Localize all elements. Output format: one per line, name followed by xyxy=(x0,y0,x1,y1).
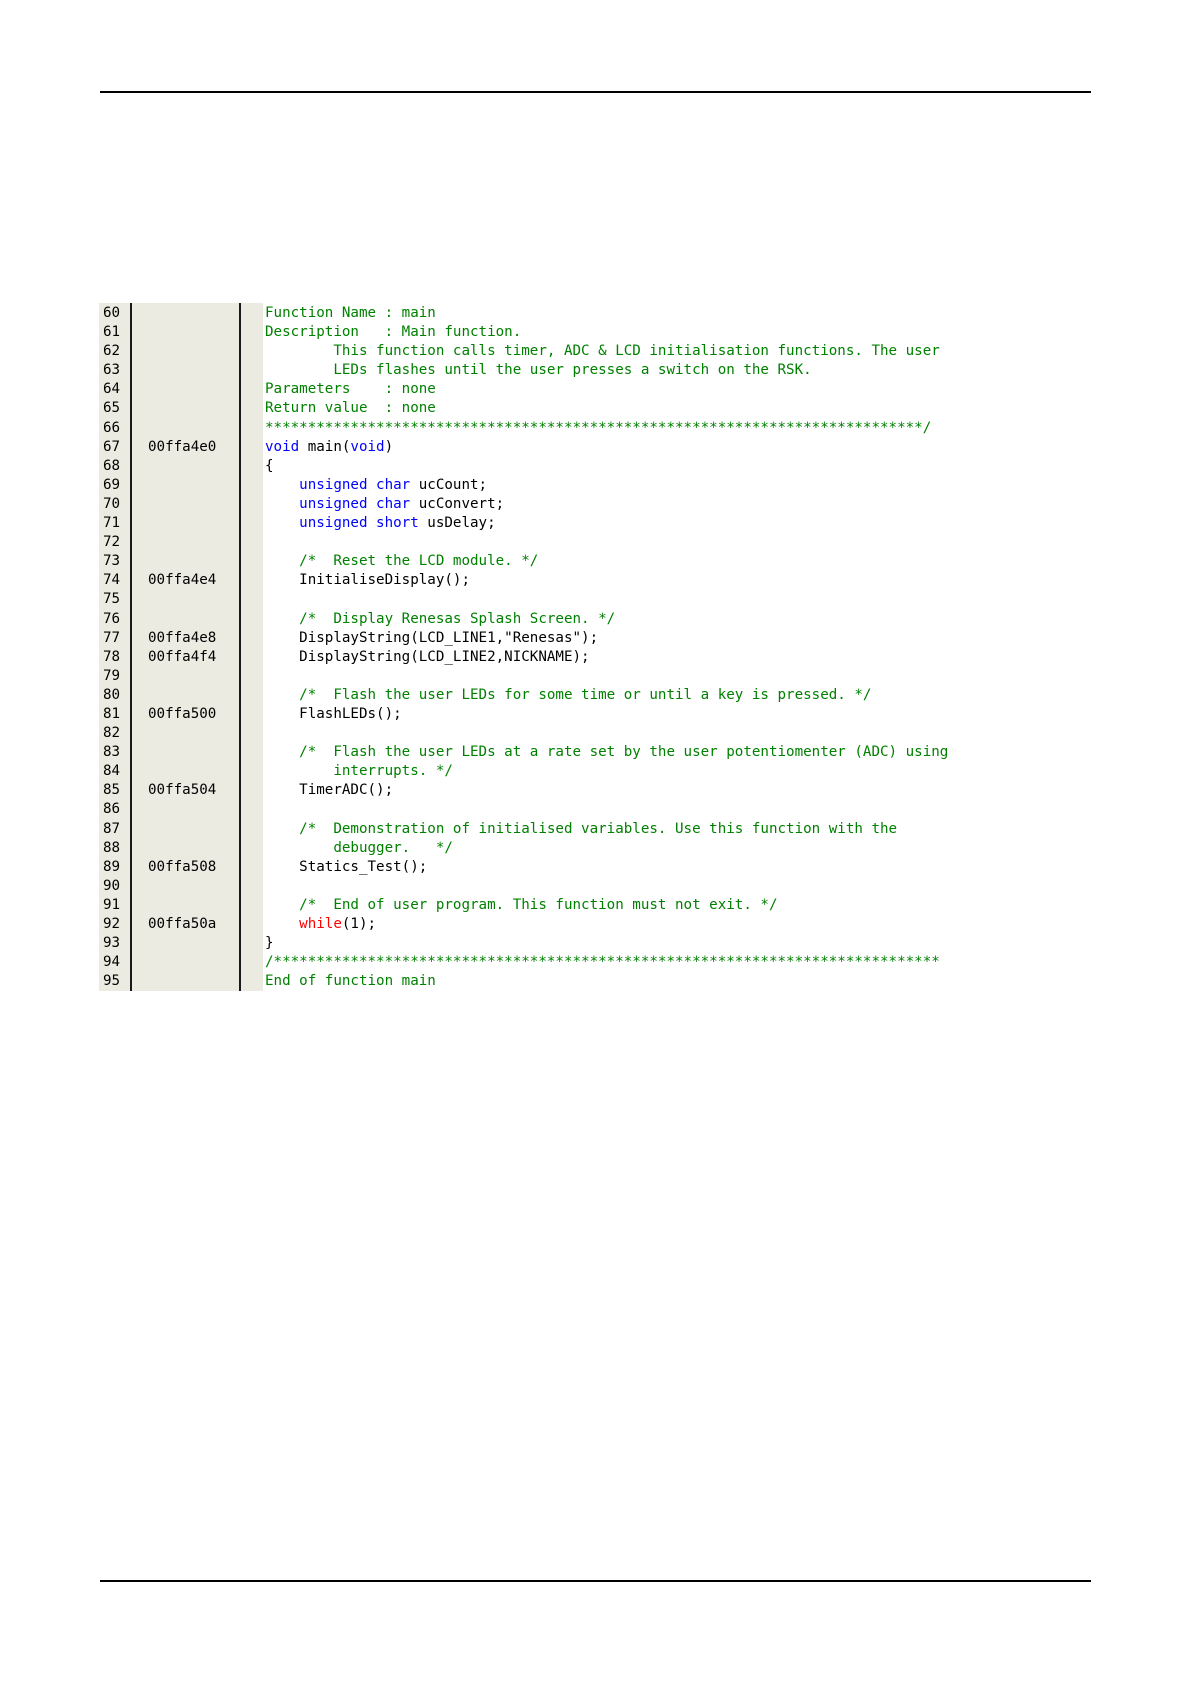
code-token-comment: Description : Main function. xyxy=(265,324,522,341)
line-number: 66 xyxy=(103,419,121,436)
code-token-plain xyxy=(265,553,299,569)
code-token-plain xyxy=(265,611,299,627)
source-code-text xyxy=(265,552,538,571)
code-token-keyword: void xyxy=(265,438,300,455)
line-number: 85 xyxy=(103,782,121,799)
line-number: 79 xyxy=(103,667,121,684)
line-number: 81 xyxy=(103,705,121,722)
line-number: 72 xyxy=(103,534,121,551)
page-header-rule xyxy=(100,91,1091,93)
line-number: 95 xyxy=(103,973,121,990)
source-line[interactable] xyxy=(99,419,1091,438)
source-code-text xyxy=(265,457,274,476)
address-cell[interactable]: 00ffa500 xyxy=(148,705,217,722)
source-code-text xyxy=(265,342,940,361)
code-token-plain: (1); xyxy=(341,916,377,932)
source-code-text xyxy=(265,438,393,457)
source-line[interactable] xyxy=(99,380,1091,399)
source-lines xyxy=(99,304,1091,991)
code-token-plain: main( xyxy=(299,438,351,455)
code-token-plain xyxy=(265,916,299,932)
code-token-comment: Parameters : none xyxy=(265,381,436,398)
code-token-plain xyxy=(265,496,299,512)
code-token-comment: Return value : none xyxy=(265,400,436,417)
source-line[interactable] xyxy=(99,590,1091,609)
code-token-comment: /* Demonstration of initialised variables. Use this function with the xyxy=(299,820,898,837)
source-line[interactable] xyxy=(99,915,1091,934)
source-line[interactable] xyxy=(99,552,1091,571)
code-token-comment: End of function main xyxy=(265,973,436,990)
code-token-plain: FlashLEDs(); xyxy=(265,705,402,722)
source-code-text xyxy=(265,610,615,629)
source-line[interactable] xyxy=(99,610,1091,629)
source-line[interactable] xyxy=(99,323,1091,342)
address-cell[interactable]: 00ffa4e8 xyxy=(148,629,217,646)
source-code-text xyxy=(265,953,940,972)
code-token-plain xyxy=(265,687,299,703)
code-token-keyword: unsigned char xyxy=(299,495,411,512)
code-token-plain: ucCount; xyxy=(410,476,488,493)
line-number: 65 xyxy=(103,400,121,417)
line-number: 70 xyxy=(103,495,121,512)
code-token-plain: { xyxy=(265,457,274,474)
line-number: 88 xyxy=(103,839,121,856)
line-number: 64 xyxy=(103,381,121,398)
code-token-plain xyxy=(265,744,299,760)
code-token-plain: DisplayString(LCD_LINE2,NICKNAME); xyxy=(265,648,590,665)
code-token-keyword: unsigned char xyxy=(299,476,411,493)
address-cell[interactable]: 00ffa504 xyxy=(148,782,217,799)
code-token-plain: InitialiseDisplay(); xyxy=(265,572,470,589)
code-token-plain xyxy=(265,897,299,913)
code-token-comment: /* Display Renesas Splash Screen. */ xyxy=(299,610,616,627)
address-cell[interactable]: 00ffa4e4 xyxy=(148,572,217,589)
source-line[interactable] xyxy=(99,342,1091,361)
code-token-plain: Statics_Test(); xyxy=(265,858,428,875)
source-code-text xyxy=(265,972,436,991)
source-line[interactable] xyxy=(99,820,1091,839)
source-code-text xyxy=(265,934,274,953)
address-cell[interactable]: 00ffa4e0 xyxy=(148,438,217,455)
code-token-comment: Function Name : main xyxy=(265,305,436,321)
code-token-comment: interrupts. */ xyxy=(265,763,453,780)
line-number: 68 xyxy=(103,457,121,474)
address-cell[interactable]: 00ffa508 xyxy=(148,858,217,875)
code-token-keyword: void xyxy=(350,438,385,455)
line-number: 73 xyxy=(103,553,121,570)
source-line[interactable] xyxy=(99,399,1091,418)
source-code-text xyxy=(265,514,496,533)
source-code-text xyxy=(265,495,504,514)
line-number: 91 xyxy=(103,896,121,913)
line-number: 67 xyxy=(103,438,121,455)
source-line[interactable] xyxy=(99,724,1091,743)
code-token-comment: /* Flash the user LEDs at a rate set by the user potentiomenter (ADC) using xyxy=(299,744,949,761)
page-footer-rule xyxy=(100,1580,1091,1582)
source-line[interactable] xyxy=(99,686,1091,705)
source-code-text xyxy=(265,399,436,418)
source-code-text xyxy=(265,705,402,724)
source-line[interactable] xyxy=(99,476,1091,495)
source-code-text xyxy=(265,762,453,781)
source-line[interactable] xyxy=(99,629,1091,648)
source-code-text xyxy=(265,571,470,590)
source-line[interactable] xyxy=(99,781,1091,800)
line-number: 61 xyxy=(103,324,121,341)
source-code-text xyxy=(265,648,590,667)
code-token-comment: This function calls timer, ADC & LCD initialisation functions. The user xyxy=(265,343,940,360)
source-line[interactable] xyxy=(99,514,1091,533)
source-line[interactable] xyxy=(99,648,1091,667)
source-line[interactable] xyxy=(99,800,1091,819)
source-line[interactable] xyxy=(99,743,1091,762)
code-token-plain: ) xyxy=(384,438,394,455)
line-number: 94 xyxy=(103,954,121,971)
source-line[interactable] xyxy=(99,304,1091,323)
line-number: 84 xyxy=(103,763,121,780)
source-code-text xyxy=(265,304,436,323)
line-number: 69 xyxy=(103,476,121,493)
source-code-text xyxy=(265,476,487,495)
line-number: 75 xyxy=(103,591,121,608)
source-code-text xyxy=(265,380,436,399)
source-line[interactable] xyxy=(99,877,1091,896)
source-line[interactable] xyxy=(99,495,1091,514)
line-number: 92 xyxy=(103,916,121,932)
line-number: 90 xyxy=(103,877,121,894)
code-token-comment: /* End of user program. This function must not exit. */ xyxy=(299,896,778,913)
code-token-comment: /* Flash the user LEDs for some time or until a key is pressed. */ xyxy=(299,686,872,703)
source-line[interactable] xyxy=(99,953,1091,972)
source-code-text xyxy=(265,896,778,915)
line-number: 60 xyxy=(103,305,121,321)
code-token-plain: DisplayString(LCD_LINE1,"Renesas"); xyxy=(265,629,599,646)
line-number: 87 xyxy=(103,820,121,837)
source-code-text xyxy=(265,419,931,438)
source-line[interactable] xyxy=(99,361,1091,380)
line-number: 76 xyxy=(103,610,121,627)
source-line[interactable] xyxy=(99,839,1091,858)
address-cell[interactable]: 00ffa50a xyxy=(148,916,217,932)
code-token-plain xyxy=(265,515,299,531)
line-number: 83 xyxy=(103,744,121,761)
source-code-text xyxy=(265,686,871,705)
code-token-keyword: unsigned short xyxy=(299,515,419,532)
line-number: 62 xyxy=(103,343,121,360)
code-token-comment: debugger. */ xyxy=(265,839,453,856)
source-line[interactable] xyxy=(99,896,1091,915)
source-code-text xyxy=(265,323,521,342)
source-code-text xyxy=(265,361,812,380)
address-cell[interactable]: 00ffa4f4 xyxy=(148,648,217,665)
source-line[interactable] xyxy=(99,438,1091,457)
source-line[interactable] xyxy=(99,705,1091,724)
source-line[interactable] xyxy=(99,762,1091,781)
source-code-text xyxy=(265,839,453,858)
source-line[interactable] xyxy=(99,667,1091,686)
code-token-plain: } xyxy=(265,935,274,952)
line-number: 89 xyxy=(103,858,121,875)
line-number: 74 xyxy=(103,572,121,589)
line-number: 93 xyxy=(103,935,121,952)
code-token-plain: ucConvert; xyxy=(410,495,505,512)
source-line[interactable] xyxy=(99,457,1091,476)
line-number: 77 xyxy=(103,629,121,646)
code-token-plain xyxy=(265,821,299,837)
source-line[interactable] xyxy=(99,972,1091,991)
source-code-text xyxy=(265,629,598,648)
code-token-comment: /****************************************************************************** xyxy=(265,954,940,971)
source-code-text xyxy=(265,781,393,800)
code-token-comment: /* Reset the LCD module. */ xyxy=(299,553,539,570)
code-token-plain: TimerADC(); xyxy=(265,782,394,799)
code-token-red: while xyxy=(299,916,342,932)
code-token-plain: usDelay; xyxy=(418,515,496,532)
code-token-comment: *****************************************************************************/ xyxy=(265,419,932,436)
line-number: 82 xyxy=(103,725,121,742)
source-code-text xyxy=(265,820,897,839)
line-number: 63 xyxy=(103,362,121,379)
source-line[interactable] xyxy=(99,533,1091,552)
line-number: 80 xyxy=(103,686,121,703)
source-line[interactable] xyxy=(99,858,1091,877)
source-code-editor[interactable] xyxy=(99,303,1091,991)
source-code-text xyxy=(265,743,948,762)
code-token-plain xyxy=(265,477,299,493)
source-code-text xyxy=(265,915,376,934)
line-number: 71 xyxy=(103,515,121,532)
line-number: 86 xyxy=(103,801,121,818)
source-line[interactable] xyxy=(99,934,1091,953)
line-number: 78 xyxy=(103,648,121,665)
source-code-text xyxy=(265,858,427,877)
source-line[interactable] xyxy=(99,571,1091,590)
code-token-comment: LEDs flashes until the user presses a switch on the RSK. xyxy=(265,362,812,379)
